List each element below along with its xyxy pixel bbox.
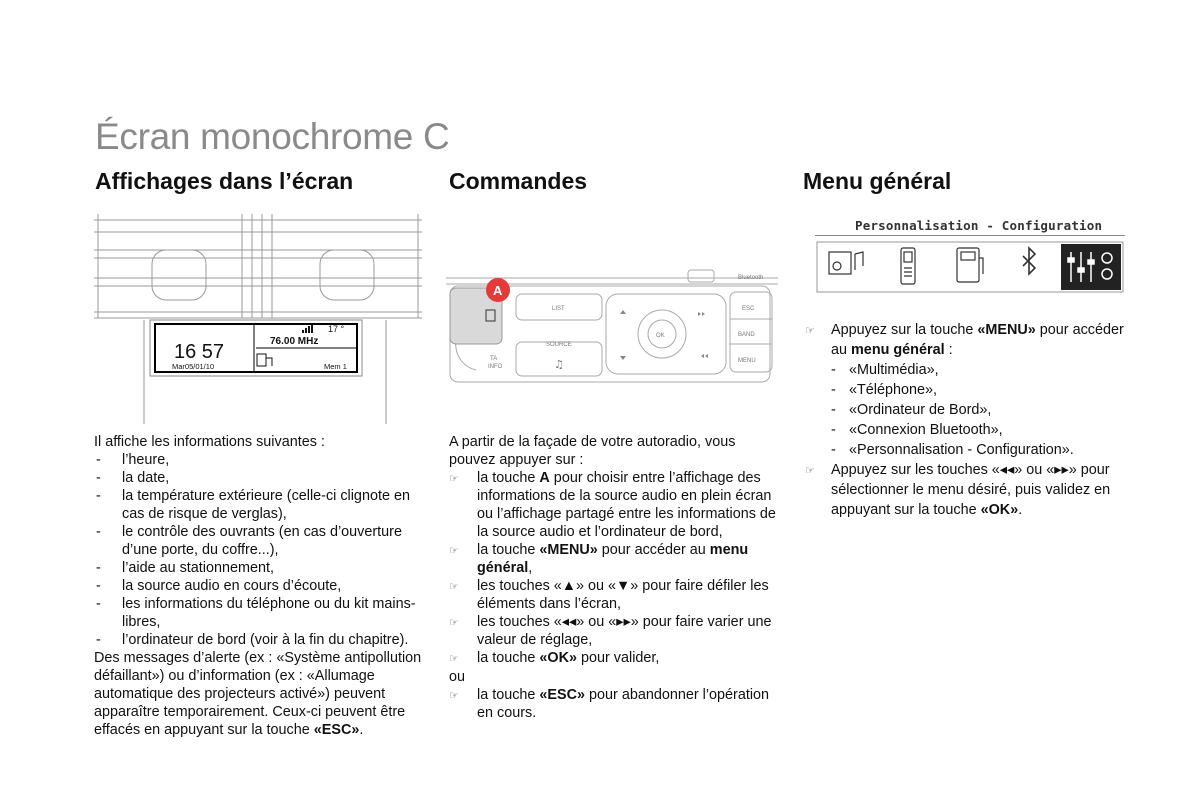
menu-button-label: MENU — [738, 358, 756, 364]
display-temp: 17 ° — [328, 324, 345, 334]
display-date: Mar05/01/10 — [172, 362, 215, 371]
display-freq: 76.00 MHz — [270, 336, 319, 347]
right-column-text — [805, 320, 1125, 520]
list-item: - l’heure, — [96, 452, 170, 468]
list-item: - «Multimédia», — [831, 362, 939, 378]
esc-button-label: ESC — [742, 306, 755, 312]
list-item: - la date, — [96, 470, 170, 486]
list-item: - le contrôle des ouvrants (en cas d’ouverture d’une porte, du coffre...), — [96, 524, 402, 558]
list-item: ☞ la touche «ESC» pour abandonner l’opération en cours. — [449, 687, 770, 721]
list-item: ☞ les touches «◂◂» ou «▸▸» pour faire varier une valeur de réglage, — [449, 614, 772, 648]
heading-commandes: Commandes — [449, 168, 588, 194]
marker-a-label: A — [493, 283, 503, 298]
menu-bar-illustration — [815, 218, 1127, 294]
pointing-hand-icon: ☞ — [449, 653, 459, 665]
list-item: - la température extérieure (celle-ci clignote en cas de risque de verglas), — [96, 488, 410, 522]
display-time: 16 57 — [174, 341, 225, 363]
list-item: ☞ la touche A pour choisir entre l’affichage des informations de la source audio en plein écran ou l’affichage partagé entre les informations de la source audio et l’ordinateur de bord, — [449, 470, 776, 540]
source-button-label: SOURCE — [546, 342, 572, 348]
list-item: - la source audio en cours d’écoute, — [96, 578, 342, 594]
list-item: ☞ la touche «OK» pour valider, — [449, 650, 660, 666]
pointing-hand-icon: ☞ — [805, 465, 815, 477]
list-item: - l’aide au stationnement, — [96, 560, 275, 576]
pointing-hand-icon: ☞ — [449, 617, 459, 629]
left-paragraph: Des messages d’alerte (ex : «Système antipollution défaillant») ou d’information (ex : «Allumage automatique des projecteurs activé») peuvent apparaître temporairement. Ceux-ci peuvent être effacés en appuyant sur la touche «ESC». — [94, 650, 422, 738]
list-item: - «Téléphone», — [831, 382, 938, 398]
music-note-icon: ♫ — [554, 358, 564, 371]
page-title: Écran monochrome C — [95, 116, 450, 157]
list-item: - l’ordinateur de bord (voir à la fin du chapitre). — [96, 632, 409, 648]
bluetooth-label: Bluetooth — [738, 275, 764, 281]
ta-button-label: TA — [490, 356, 498, 362]
middle-column-text — [449, 433, 779, 722]
pointing-hand-icon: ☞ — [449, 690, 459, 702]
band-button-label: BAND — [738, 332, 755, 338]
left-intro: Il affiche les informations suivantes : — [94, 434, 325, 450]
radio-panel-illustration — [446, 264, 778, 384]
middle-intro: A partir de la façade de votre autoradio, vous pouvez appuyer sur : — [449, 434, 736, 468]
menu-bar-title: Personnalisation - Configuration — [855, 218, 1103, 233]
pointing-hand-icon: ☞ — [449, 581, 459, 593]
left-column-text — [94, 433, 424, 739]
list-item: - «Ordinateur de Bord», — [831, 402, 992, 418]
pointing-hand-icon: ☞ — [449, 545, 459, 557]
list-item: ☞ la touche «MENU» pour accéder au menu général, — [449, 542, 749, 576]
list-item: - «Personnalisation - Configuration». — [831, 442, 1074, 458]
display-mem: Mem 1 — [324, 362, 347, 371]
heading-affichages: Affichages dans l’écran — [95, 168, 354, 194]
list-item: ☞ Appuyez sur les touches «◂◂» ou «▸▸» pour sélectionner le menu désiré, puis validez en appuyant sur la touche «OK». — [805, 462, 1111, 518]
list-item: - les informations du téléphone ou du kit mains-libres, — [96, 596, 416, 630]
list-item: ☞ les touches «▲» ou «▼» pour faire défiler les éléments dans l’écran, — [449, 578, 769, 612]
list-item: - «Connexion Bluetooth», — [831, 422, 1003, 438]
info-button-label: INFO — [488, 364, 503, 370]
ok-button-label: OK — [656, 333, 665, 339]
dashboard-display-illustration — [94, 214, 422, 424]
pointing-hand-icon: ☞ — [449, 473, 459, 485]
heading-menu-general: Menu général — [803, 168, 952, 194]
pointing-hand-icon: ☞ — [805, 325, 815, 337]
list-item: ☞ Appuyez sur la touche «MENU» pour accéder au menu général : — [805, 322, 1124, 358]
list-button-label: LIST — [552, 306, 565, 312]
middle-or: ou — [449, 669, 466, 685]
